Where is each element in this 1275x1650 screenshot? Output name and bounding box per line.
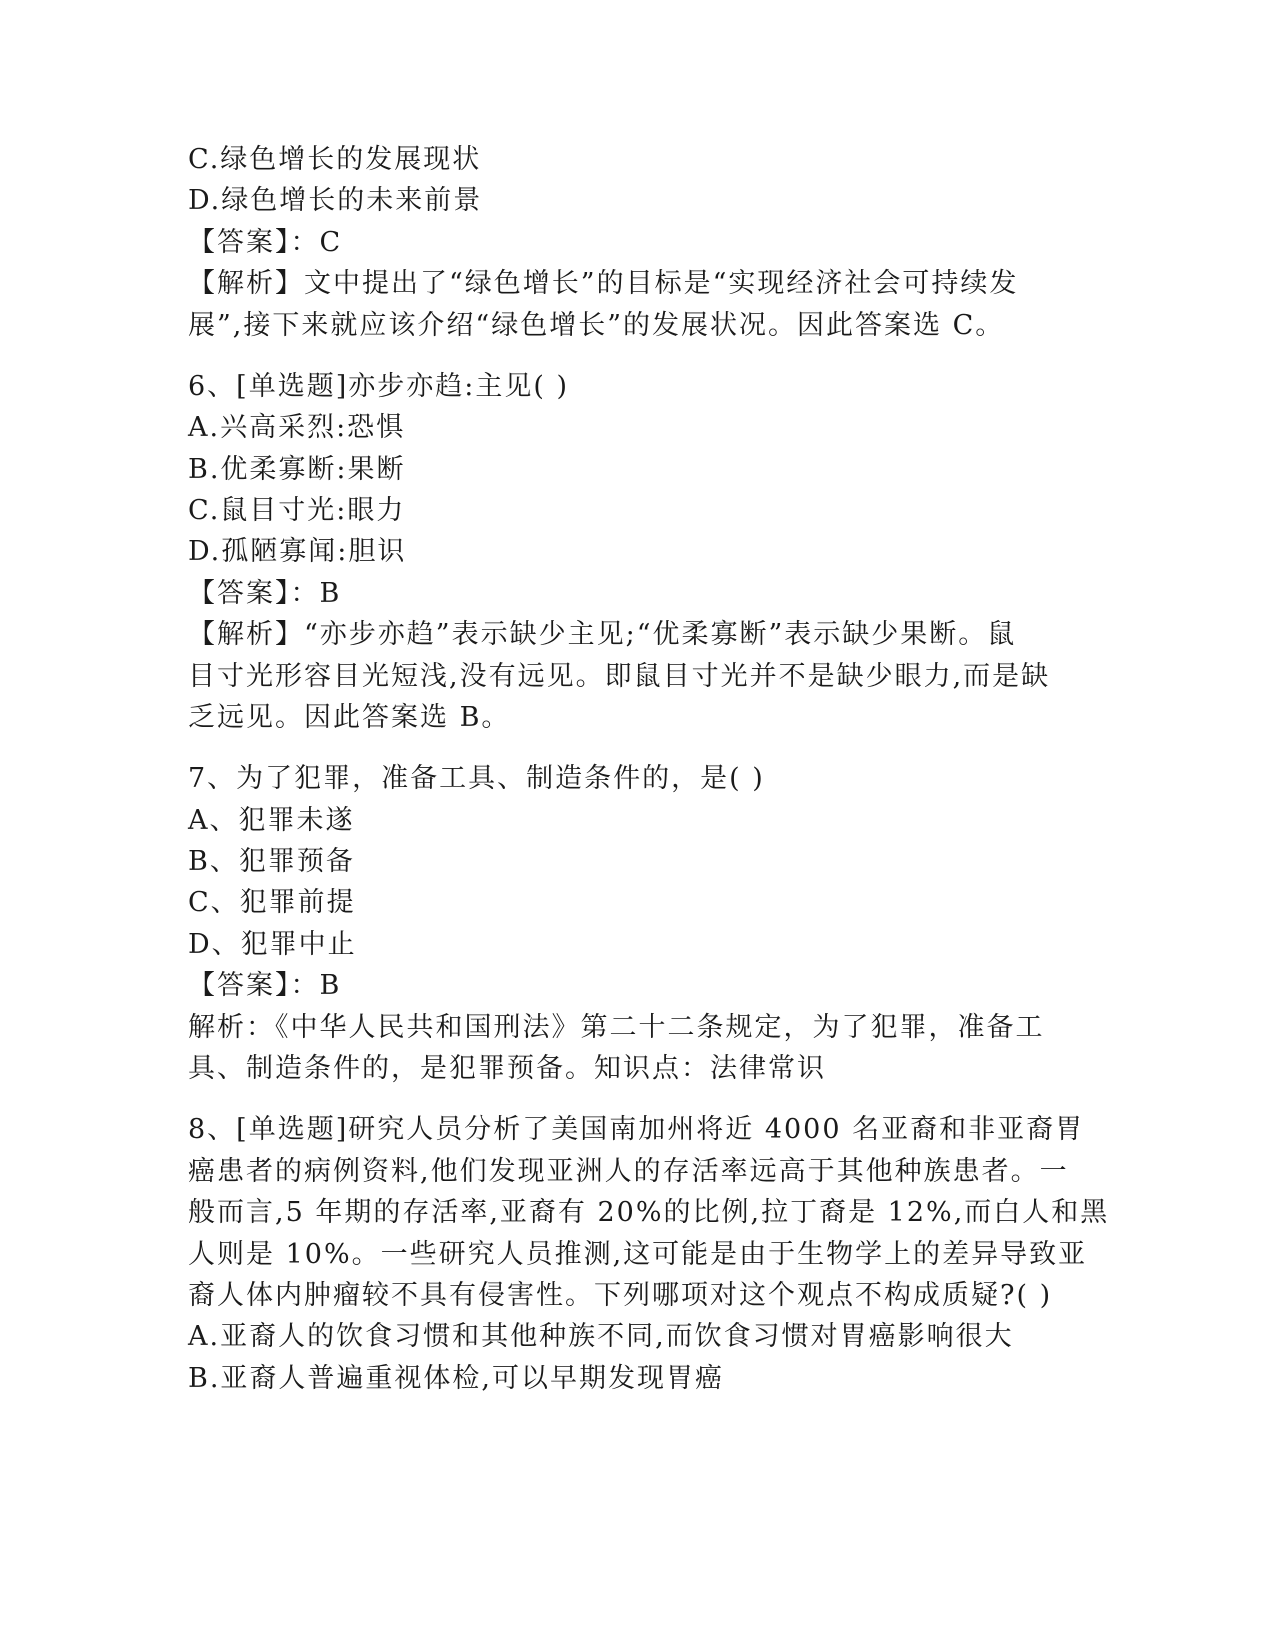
q7-analysis-line-2: 具、制造条件的，是犯罪预备。知识点：法律常识: [188, 1053, 826, 1084]
q6-option-a: A.兴高采烈:恐惧: [188, 412, 406, 443]
q6-option-d: D.孤陋寡闻:胆识: [188, 536, 407, 567]
q6-analysis-line-1: 【解析】“亦步亦趋”表示缺少主见;“优柔寡断”表示缺少果断。鼠: [188, 619, 1017, 650]
q8-stem-line-4: 人则是 10%。一些研究人员推测,这可能是由于生物学上的差异导致亚: [188, 1239, 1088, 1270]
q7-answer: 【答案】：B: [188, 970, 342, 1001]
q7-option-d: D、犯罪中止: [188, 929, 357, 960]
q8-stem-line-2: 癌患者的病例资料,他们发现亚洲人的存活率远高于其他种族患者。一: [188, 1156, 1069, 1187]
q7-stem: 7、为了犯罪，准备工具、制造条件的，是( ): [188, 763, 765, 794]
q6-option-b: B.优柔寡断:果断: [188, 454, 406, 485]
q8-stem-line-1: 8、[单选题]研究人员分析了美国南加州将近 4000 名亚裔和非亚裔胃: [188, 1114, 1085, 1145]
q7-option-c: C、犯罪前提: [188, 887, 356, 918]
q6-analysis-line-2: 目寸光形容目光短浅,没有远见。即鼠目寸光并不是缺少眼力,而是缺: [188, 661, 1051, 692]
q6-stem: 6、[单选题]亦步亦趋:主见( ): [188, 371, 569, 402]
q5-option-d: D.绿色增长的未来前景: [188, 185, 483, 216]
q6-answer: 【答案】：B: [188, 578, 342, 609]
q7-analysis-line-1: 解析：《中华人民共和国刑法》第二十二条规定，为了犯罪，准备工: [188, 1012, 1045, 1043]
q5-analysis-line-1: 【解析】文中提出了“绿色增长”的目标是“实现经济社会可持续发: [188, 268, 1019, 299]
q6-analysis-line-3: 乏远见。因此答案选 B。: [188, 702, 511, 733]
q8-stem-line-3: 般而言,5 年期的存活率,亚裔有 20%的比例,拉丁裔是 12%,而白人和黑: [188, 1197, 1110, 1228]
q8-option-a: A.亚裔人的饮食习惯和其他种族不同,而饮食习惯对胃癌影响很大: [188, 1321, 1014, 1352]
q8-option-b: B.亚裔人普遍重视体检,可以早期发现胃癌: [188, 1363, 725, 1394]
q5-option-c: C.绿色增长的发展现状: [188, 144, 482, 175]
q7-option-a: A、犯罪未遂: [188, 805, 355, 836]
q5-analysis-line-2: 展”,接下来就应该介绍“绿色增长”的发展状况。因此答案选 C。: [188, 310, 1005, 341]
q5-answer: 【答案】：C: [188, 227, 343, 258]
q6-option-c: C.鼠目寸光:眼力: [188, 495, 406, 526]
q8-stem-line-5: 裔人体内肿瘤较不具有侵害性。下列哪项对这个观点不构成质疑?( ): [188, 1280, 1053, 1311]
q7-option-b: B、犯罪预备: [188, 846, 355, 877]
